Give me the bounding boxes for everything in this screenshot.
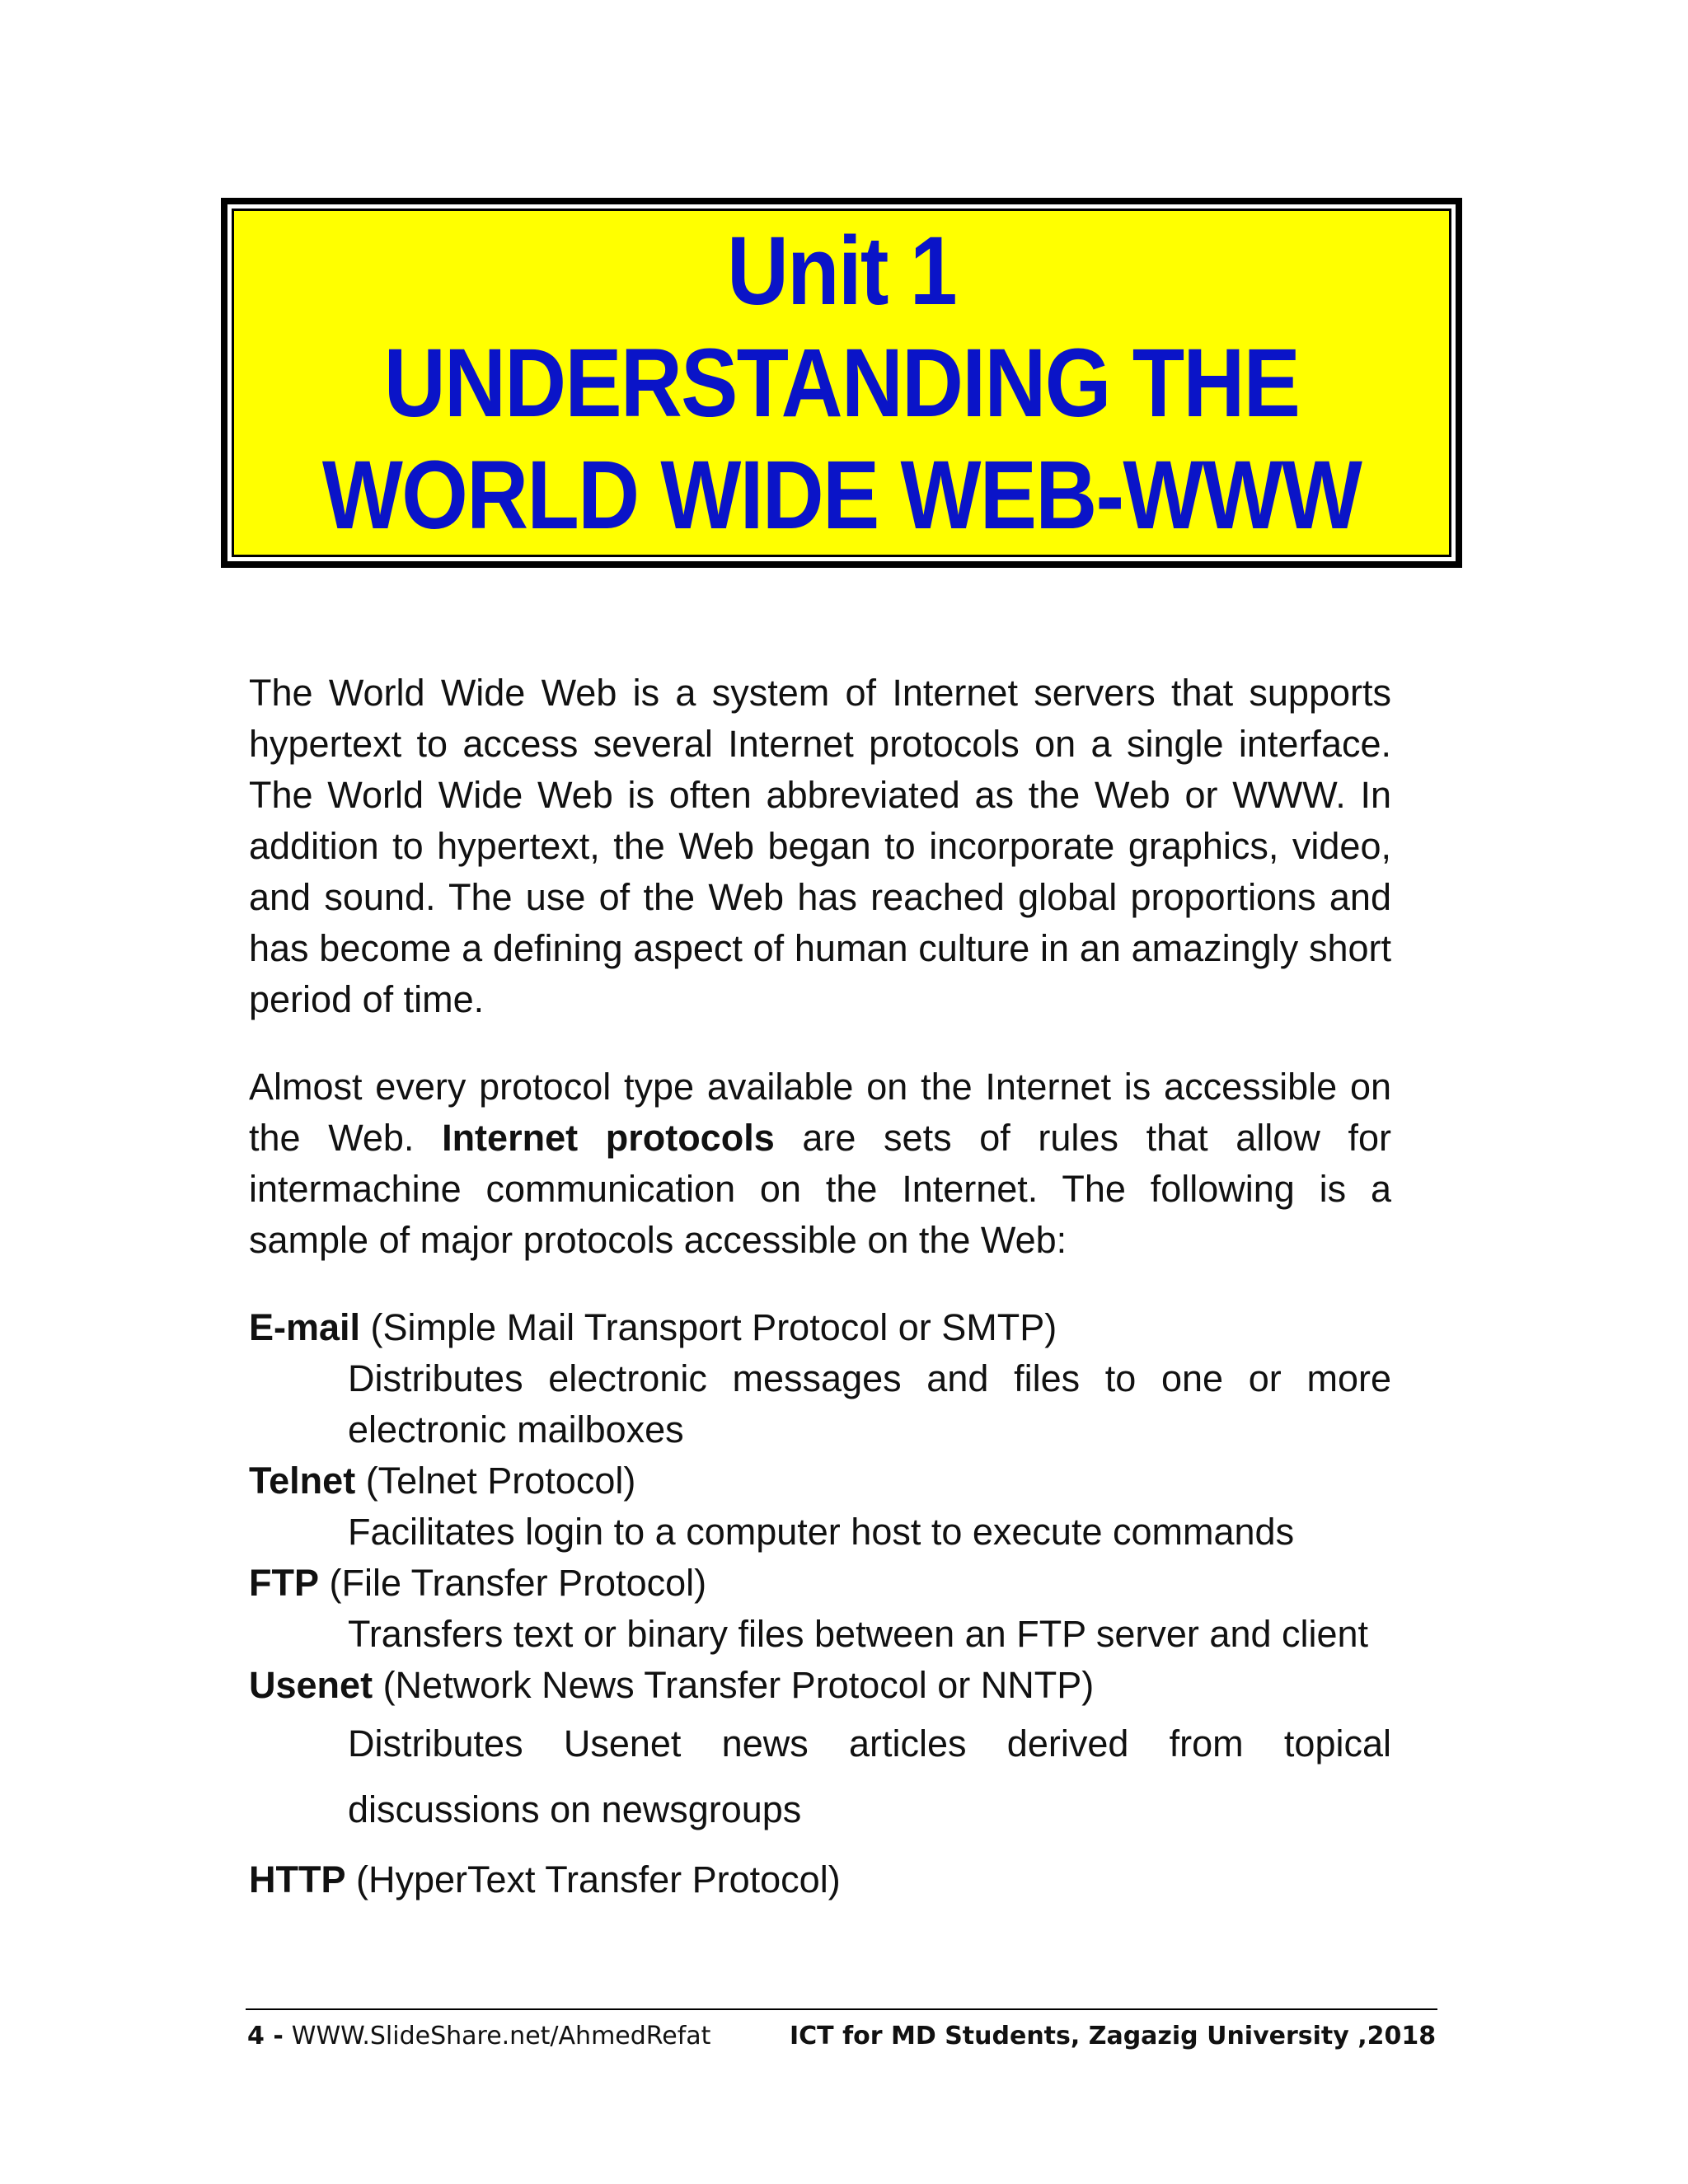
footer-course-title: ICT for MD Students, Zagazig University ,2018 (790, 2022, 1437, 2050)
protocol-fullname: (HyperText Transfer Protocol) (345, 1858, 841, 1900)
protocol-email-description: Distributes electronic messages and files to one or more electronic mailboxes (348, 1357, 1391, 1451)
protocol-usenet-heading (249, 1660, 1391, 1711)
protocol-http-heading (249, 1854, 1391, 1905)
page-number: 4 - (247, 2022, 284, 2050)
intro-paragraph-1: The World Wide Web is a system of Internet servers that supports hypertext to access several Internet protocols on a single interface. The World Wide Web is often abbreviated as the Web or WWW. In addition to hypertext, the Web began to incorporate graphics, video, and sound. The use of the Web has reached global proportions and has become a defining aspect of human culture in an amazingly short period of time. (249, 672, 1391, 1020)
unit-title-panel (232, 209, 1451, 557)
page-footer (247, 2016, 1439, 2057)
intro-paragraph-2-start: Almost every protocol type available on the Internet is accessible on the Web. (249, 1066, 1391, 1159)
protocol-fullname: (Network News Transfer Protocol or NNTP) (373, 1664, 1095, 1706)
protocol-name: E-mail (249, 1306, 361, 1348)
protocol-name: HTTP (249, 1858, 346, 1900)
protocol-name: Telnet (249, 1460, 356, 1502)
intro-paragraph-2 (249, 1062, 1391, 1266)
unit-title-line-2: WORLD WIDE WEB-WWW (321, 440, 1362, 550)
protocol-name: FTP (249, 1562, 319, 1604)
unit-title-line-1: UNDERSTANDING THE (383, 328, 1300, 438)
unit-number: Unit 1 (727, 216, 956, 326)
protocol-ftp-heading (249, 1558, 1391, 1609)
unit-title-box (221, 198, 1462, 568)
internet-protocols-term: Internet protocols (442, 1117, 775, 1159)
protocol-fullname: (Simple Mail Transport Protocol or SMTP) (360, 1306, 1057, 1348)
protocol-telnet-description: Facilitates login to a computer host to execute commands (348, 1511, 1295, 1553)
protocol-list (249, 1302, 1391, 1905)
protocol-email-heading (249, 1302, 1391, 1353)
protocol-fullname: (Telnet Protocol) (355, 1460, 636, 1502)
page-body (249, 668, 1391, 1905)
footer-site-link[interactable]: WWW.SlideShare.net/AhmedRefat (291, 2022, 711, 2050)
intro-paragraph-2-end: are sets of rules that allow for intermachine communication on the Internet. The following is a sample of major protocols accessible on the Web: (249, 1117, 1391, 1261)
footer-divider (246, 2008, 1437, 2010)
protocol-fullname: (File Transfer Protocol) (319, 1562, 707, 1604)
protocol-usenet-description: Distributes Usenet news articles derived from topical discussions on newsgroups (348, 1722, 1391, 1830)
protocol-telnet-heading (249, 1455, 1391, 1507)
protocol-name: Usenet (249, 1664, 373, 1706)
protocol-ftp-description: Transfers text or binary files between an FTP server and client (348, 1613, 1369, 1655)
